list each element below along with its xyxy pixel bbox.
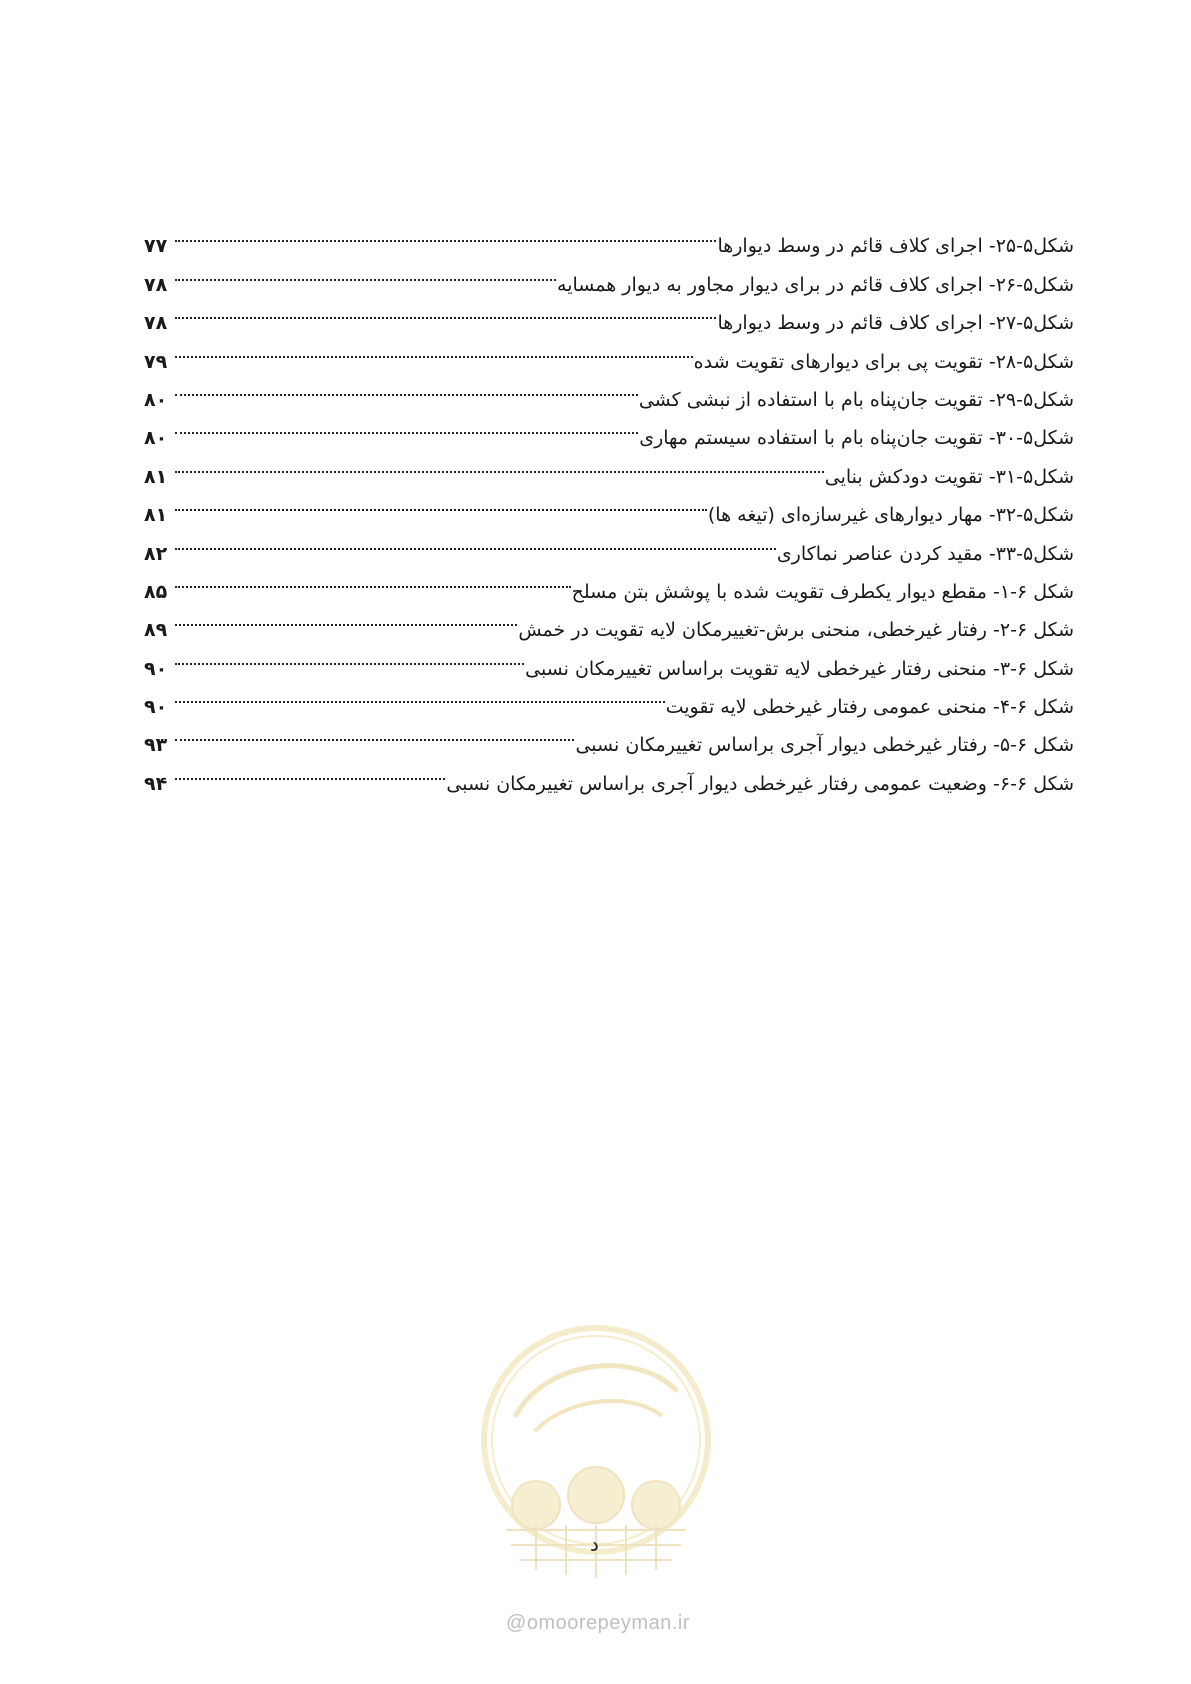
toc-entry-page: ۷۷ bbox=[144, 235, 168, 258]
toc-entry-page: ۹۰ bbox=[144, 696, 168, 719]
dot-leader bbox=[175, 406, 638, 444]
toc-entry-title: شکل۵-۲۸- تقویت پی برای دیوارهای تقویت شده bbox=[693, 350, 1074, 373]
toc-entry-title: شکل ۶-۴- منحنی عمومی رفتار غیرخطی لایه تقویت bbox=[665, 696, 1074, 719]
toc-entry-title: شکل۵-۳۳- مقید کردن عناصر نماکاری bbox=[776, 542, 1074, 565]
dot-leader bbox=[175, 368, 638, 406]
dot-leader bbox=[175, 291, 716, 329]
dot-leader bbox=[175, 521, 776, 559]
toc-entry-page: ۸۰ bbox=[144, 388, 168, 411]
page-number: د bbox=[590, 1532, 599, 1556]
toc-entry-page: ۷۸ bbox=[144, 312, 168, 335]
dot-leader bbox=[175, 483, 707, 521]
dot-leader bbox=[175, 560, 571, 598]
watermark-url bbox=[488, 1612, 708, 1635]
toc-entry-page: ۸۱ bbox=[144, 465, 168, 488]
toc-entry-title: شکل ۶-۳- منحنی رفتار غیرخطی لایه تقویت براساس تغییرمکان نسبی bbox=[525, 657, 1074, 680]
dot-leader bbox=[175, 636, 524, 674]
toc-entry-title: شکل ۶-۲- رفتار غیرخطی، منحنی برش-تغییرمکان لایه تقویت در خمش bbox=[518, 619, 1074, 642]
table-of-figures bbox=[144, 214, 1074, 795]
dot-leader bbox=[175, 675, 665, 713]
toc-entry-page: ۹۳ bbox=[144, 734, 168, 757]
toc-entry[interactable] bbox=[144, 214, 1074, 258]
toc-entry-page: ۷۸ bbox=[144, 273, 168, 296]
toc-entry-page: ۷۹ bbox=[144, 350, 168, 373]
toc-entry-title: شکل۵-۳۱- تقویت دودکش بنایی bbox=[824, 465, 1074, 488]
dot-leader bbox=[175, 252, 556, 290]
dot-leader bbox=[175, 713, 574, 751]
toc-entry-title: شکل۵-۳۲- مهار دیوارهای غیرسازه‌ای (تیغه ها) bbox=[707, 504, 1074, 527]
toc-entry-title: شکل۵-۲۶- اجرای کلاف قائم در برای دیوار مجاور به دیوار همسایه bbox=[557, 273, 1074, 296]
toc-entry-title: شکل ۶-۶- وضعیت عمومی رفتار غیرخطی دیوار آجری براساس تغییرمکان نسبی bbox=[446, 772, 1074, 795]
toc-entry-title: شکل۵-۲۷- اجرای کلاف قائم در وسط دیوارها bbox=[717, 312, 1074, 335]
dot-leader bbox=[175, 751, 445, 789]
at-icon: @ bbox=[506, 1612, 527, 1634]
toc-entry-page: ۹۰ bbox=[144, 657, 168, 680]
toc-entry-page: ۸۲ bbox=[144, 542, 168, 565]
toc-entry-title: شکل ۶-۵- رفتار غیرخطی دیوار آجری براساس تغییرمکان نسبی bbox=[575, 734, 1074, 757]
watermark-logo bbox=[476, 1320, 716, 1600]
toc-entry-title: شکل۵-۲۹- تقویت جان‌پناه بام با استفاده از نبشی کشی bbox=[638, 388, 1074, 411]
dot-leader bbox=[175, 214, 716, 252]
toc-entry-page: ۸۰ bbox=[144, 427, 168, 450]
toc-entry-page: ۹۴ bbox=[144, 772, 168, 795]
toc-entry-page: ۸۹ bbox=[144, 619, 168, 642]
toc-entry-title: شکل۵-۲۵- اجرای کلاف قائم در وسط دیوارها bbox=[717, 235, 1074, 258]
dot-leader bbox=[175, 329, 693, 367]
toc-entry-page: ۸۵ bbox=[144, 580, 168, 603]
toc-entry-title: شکل ۶-۱- مقطع دیوار یکطرف تقویت شده با پوشش بتن مسلح bbox=[571, 580, 1074, 603]
dot-leader bbox=[175, 598, 517, 636]
toc-entry-title: شکل۵-۳۰- تقویت جان‌پناه بام با استفاده سیستم مهاری bbox=[639, 427, 1074, 450]
toc-entry-page: ۸۱ bbox=[144, 504, 168, 527]
watermark-url-text: omoorepeyman.ir bbox=[526, 1612, 690, 1634]
dot-leader bbox=[175, 444, 824, 482]
